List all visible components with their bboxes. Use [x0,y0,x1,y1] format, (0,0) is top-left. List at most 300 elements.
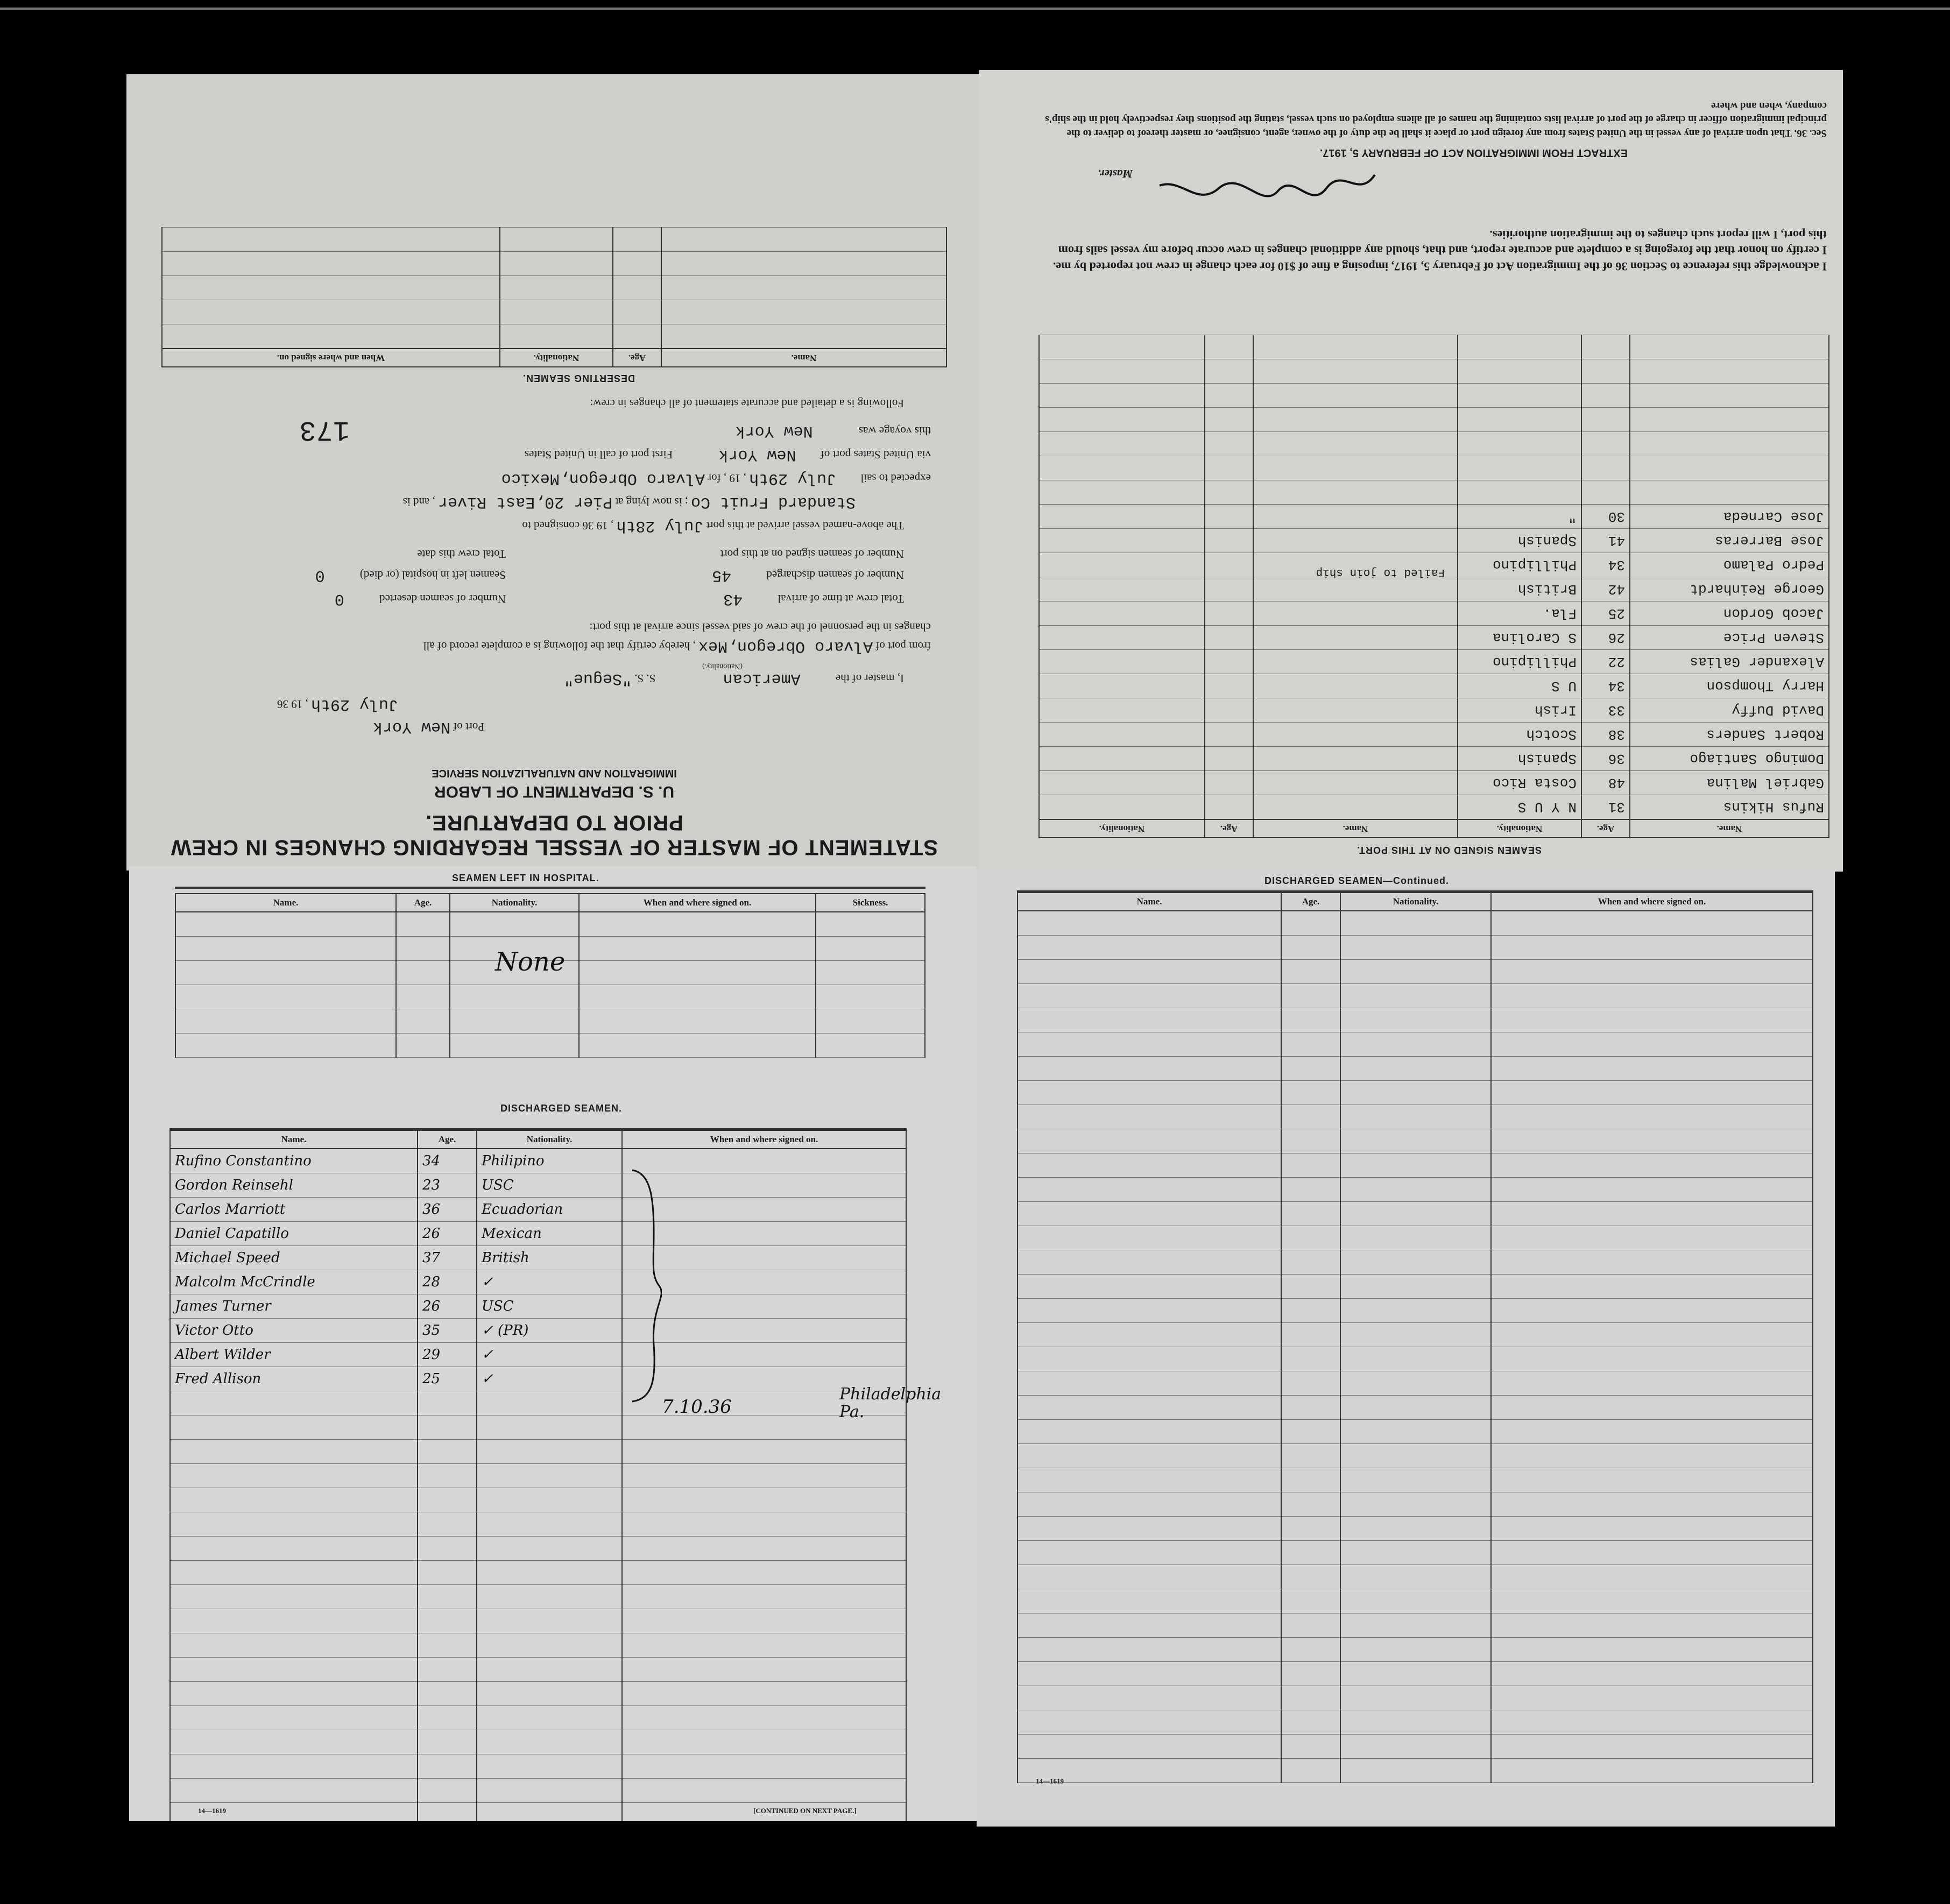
col-nationality: Nationality. [500,349,613,367]
table-row [1018,1153,1813,1178]
table-cell [1205,601,1253,626]
table-cell [1039,505,1205,529]
table-cell [477,1682,622,1706]
table-cell [1340,911,1491,936]
table-row [1018,1662,1813,1686]
table-cell [1018,1299,1281,1323]
table-cell [1281,1202,1340,1226]
table-cell [477,1440,622,1464]
table-cell [1281,1541,1340,1565]
table-cell [1491,1178,1813,1202]
table-cell [418,1537,477,1561]
table-cell [1491,1420,1813,1444]
table-cell [1281,1662,1340,1686]
table-cell [1039,723,1205,747]
statement-title-line2: PRIOR TO DEPARTURE. [425,811,683,834]
deserting-title: DESERTING SEAMEN. [522,373,635,384]
lying-label: ; is now lying at [615,496,688,508]
table-cell [1205,674,1253,698]
table-row [1018,1565,1813,1589]
table-cell [1630,359,1829,384]
table-row [1039,698,1829,723]
year-suffix: , 19 36 [277,698,308,711]
discharged-cont-panel [977,869,1835,1827]
table-cell [1039,553,1205,577]
table-row [170,1706,906,1730]
table-cell: Phillipino [1458,650,1581,674]
arrived-value: July 28th [616,516,704,535]
via-value: New York [718,445,796,464]
table-row [170,1633,906,1658]
table-cell [170,1706,418,1730]
table-row [1039,480,1829,505]
table-cell [1630,384,1829,408]
table-cell [1253,505,1458,529]
table-cell: 26 [418,1222,477,1246]
table-cell [162,300,500,324]
table-cell [170,1682,418,1706]
table-cell [477,1512,622,1537]
consigned-label: , 19 36 consigned to [522,519,614,532]
table-cell [1253,432,1458,456]
table-row [170,1512,906,1537]
table-cell: 34 [418,1149,477,1173]
table-cell: Mexican [477,1222,622,1246]
table-cell [1491,1686,1813,1710]
master-signature [1154,154,1380,204]
crew-arrival-label: Total crew at time of arrival [778,592,904,605]
table-cell [1039,747,1205,771]
table-cell [1205,771,1253,795]
table-row [1018,1735,1813,1759]
table-cell [1340,984,1491,1008]
table-cell [418,1464,477,1488]
table-cell: Alexander Galias [1630,650,1829,674]
hospital-note: None [495,947,566,977]
table-row [170,1585,906,1609]
table-cell: 23 [418,1173,477,1198]
table-cell [1491,960,1813,984]
table-cell [1491,1517,1813,1541]
table-cell [1340,936,1491,960]
table-cell [661,228,946,252]
table-cell [613,300,661,324]
table-cell: Domingo Santiago [1630,747,1829,771]
table-cell [622,1343,906,1367]
date-value: July 29th [310,695,398,713]
table-cell [418,1391,477,1415]
table-cell [661,324,946,349]
table-cell [1018,1008,1281,1032]
table-cell [613,324,661,349]
table-cell [1039,384,1205,408]
table-cell [1491,984,1813,1008]
form-number: 14—1619 [198,1807,226,1815]
table-row [170,1319,906,1343]
table-cell: Robert Sanders [1630,723,1829,747]
table-cell [1581,480,1630,505]
table-cell [1281,1129,1340,1153]
table-cell: British [1458,577,1581,601]
table-cell [622,1706,906,1730]
table-cell [1581,456,1630,480]
table-row [1039,335,1829,359]
table-cell [622,1754,906,1779]
table-cell [1253,771,1458,795]
table-cell [170,1658,418,1682]
table-cell [170,1415,418,1440]
table-cell: USC [477,1173,622,1198]
certify-text-2: changes in the personnel of the crew of said vessel since arrival at this port: [589,621,931,634]
table-row [1018,936,1813,960]
table-cell [1018,911,1281,936]
table-cell [1018,1105,1281,1129]
table-cell: 25 [418,1367,477,1391]
table-cell [1491,1662,1813,1686]
table-cell: Gabriel Malina [1630,771,1829,795]
table-row [170,1440,906,1464]
table-cell [1281,1032,1340,1057]
col-name: Name. [1630,819,1829,838]
table-row [175,1034,925,1058]
table-cell [1253,359,1458,384]
table-row [1018,1468,1813,1492]
table-cell [1205,432,1253,456]
table-cell [1039,601,1205,626]
table-cell [661,276,946,300]
table-cell [1340,1420,1491,1444]
table-cell [162,252,500,276]
table-cell [1630,456,1829,480]
table-row [175,1009,925,1034]
table-cell [500,252,613,276]
table-cell [1018,1347,1281,1371]
discharged-cont-title: DISCHARGED SEAMEN—Continued. [1264,875,1449,886]
table-cell [1253,626,1458,650]
hospital-value: 0 [315,566,325,584]
table-cell [175,985,396,1009]
table-cell [1039,698,1205,723]
table-cell: 37 [418,1246,477,1270]
table-cell [1205,335,1253,359]
table-cell [1491,1081,1813,1105]
table-cell [1281,1686,1340,1710]
table-row [1018,1759,1813,1783]
table-cell [622,1319,906,1343]
table-cell [1340,1468,1491,1492]
table-cell [1018,1178,1281,1202]
table-row [1018,1202,1813,1226]
table-cell [1018,936,1281,960]
table-cell [477,1561,622,1585]
table-cell [162,228,500,252]
table-cell [1018,1202,1281,1226]
table-cell [1281,1250,1340,1275]
table-cell [1281,1420,1340,1444]
col-sickness: Sickness. [816,894,925,912]
table-cell [1018,960,1281,984]
table-row [170,1415,906,1440]
table-cell: 29 [418,1343,477,1367]
from-port-label: from port of [875,640,931,653]
table-cell [1281,1492,1340,1517]
table-cell [622,1682,906,1706]
following-text: Following is a detailed and accurate statement of all changes in crew: [590,397,904,410]
table-cell: James Turner [170,1294,418,1319]
table-cell [1205,553,1253,577]
table-cell [418,1706,477,1730]
table-cell: Fred Allison [170,1367,418,1391]
signed-on-title: SEAMEN SIGNED ON AT THIS PORT. [1356,845,1542,855]
col-age: Age. [396,894,450,912]
table-row [1018,960,1813,984]
table-cell [1491,1202,1813,1226]
table-row [1018,984,1813,1008]
table-cell: U S [1458,674,1581,698]
table-row [1039,795,1829,820]
and-is: , and is [402,496,435,508]
table-row [170,1464,906,1488]
table-cell [477,1537,622,1561]
table-cell [170,1440,418,1464]
table-cell: Pedro Palamo [1630,553,1829,577]
table-cell [418,1609,477,1633]
table-cell [1340,1638,1491,1662]
table-cell [1491,1105,1813,1129]
extract-text: Sec. 36. That upon arrival of any vessel in the United States from any foreign port or place it shall be the duty of the owner, agent, consignee, or master thereof to deliver to the principal immigration officer in charge of the port of arrival lists containing the names of all aliens employed on such vessel, stating the positions they respectively hold in the ship's company, when and where [1045,100,1827,139]
table-row [170,1730,906,1754]
table-row [162,324,946,349]
lying-value: Pier 20,East River [438,493,613,511]
table-cell [1340,1517,1491,1541]
table-cell [1253,698,1458,723]
table-cell [622,1658,906,1682]
table-cell [1340,960,1491,984]
table-cell [1630,408,1829,432]
table-row [1018,1008,1813,1032]
table-cell: 34 [1581,674,1630,698]
table-cell [1253,577,1458,601]
table-row [1018,1517,1813,1541]
table-row [170,1367,906,1391]
table-cell [418,1440,477,1464]
table-cell [1018,1589,1281,1613]
vessel-name: "Segue" [563,669,632,688]
table-cell [613,276,661,300]
table-cell [1039,432,1205,456]
table-cell [622,1198,906,1222]
table-cell [1253,601,1458,626]
table-row [1018,1589,1813,1613]
table-cell [1581,432,1630,456]
table-cell [1205,384,1253,408]
table-cell [1018,1226,1281,1250]
for-value: Alvaro Obregon,Mexico [501,469,705,487]
table-cell [1018,984,1281,1008]
table-row [1039,432,1829,456]
table-cell [622,1585,906,1609]
table-cell [1340,1226,1491,1250]
table-cell [1340,1153,1491,1178]
table-cell [1491,1057,1813,1081]
col-age: Age. [1281,893,1340,911]
table-cell [1281,1299,1340,1323]
col-signed-on: When and where signed on. [579,894,816,912]
table-cell [622,1609,906,1633]
table-cell [622,1222,906,1246]
from-port-value: Alvaro Obregon,Mex [698,637,873,655]
table-cell: Gordon Reinsehl [170,1173,418,1198]
table-cell [1491,1541,1813,1565]
table-cell [622,1440,906,1464]
table-row [1018,1492,1813,1517]
table-cell [1253,456,1458,480]
table-cell [1340,1032,1491,1057]
table-row [1039,384,1829,408]
table-row [1018,1347,1813,1371]
table-cell [622,1561,906,1585]
table-cell [579,912,816,937]
table-cell [1491,1492,1813,1517]
table-cell [1340,1081,1491,1105]
table-cell [162,276,500,300]
table-cell: Irish [1458,698,1581,723]
signed-on-remark: Failed to join ship [1316,566,1445,578]
table-cell [579,1009,816,1034]
table-row [175,985,925,1009]
table-cell [1281,1468,1340,1492]
table-cell [622,1779,906,1803]
table-cell: Rufus Hikins [1630,795,1829,820]
table-cell [1581,408,1630,432]
consignee: Standard Fruit Co [690,493,856,511]
table-cell [1281,936,1340,960]
table-cell [661,300,946,324]
table-row [170,1270,906,1294]
table-row [170,1246,906,1270]
table-cell: Spanish [1458,747,1581,771]
table-cell [1281,1323,1340,1347]
signature-scribble [1154,161,1380,204]
table-cell [1491,1565,1813,1589]
table-cell [175,912,396,937]
table-cell [1340,1565,1491,1589]
table-cell [418,1682,477,1706]
table-cell [396,961,450,985]
table-row [1018,1081,1813,1105]
table-cell: ✓ [477,1270,622,1294]
table-cell [1018,1444,1281,1468]
table-row [1039,747,1829,771]
table-cell [1340,1710,1491,1735]
table-cell [1205,698,1253,723]
table-cell [1491,1444,1813,1468]
table-cell [661,252,946,276]
table-cell [170,1391,418,1415]
col-age-2: Age. [1205,819,1253,838]
table-cell [477,1706,622,1730]
table-cell [613,228,661,252]
table-cell: 33 [1581,698,1630,723]
table-cell [1253,650,1458,674]
consignee-line [403,493,931,511]
table-cell [816,1009,925,1034]
col-name: Name. [170,1130,418,1149]
table-cell [1018,1662,1281,1686]
col-nationality: Nationality. [450,894,579,912]
table-cell [418,1730,477,1754]
table-cell [1491,1275,1813,1299]
table-cell [450,912,579,937]
nationality-value: American [723,669,801,688]
table-cell [816,937,925,961]
table-cell [170,1561,418,1585]
expected-line [501,469,931,487]
table-cell [1281,1759,1340,1783]
for-label: , 19 , for [708,472,746,485]
total-crew-label: Total crew this date [417,548,506,561]
table-cell [622,1173,906,1198]
col-signed-on: When and where signed on. [162,349,500,367]
table-cell: 34 [1581,553,1630,577]
via-label: via United States port of [820,448,931,461]
table-row [1039,456,1829,480]
table-cell [1018,1686,1281,1710]
from-port-line [423,637,931,655]
table-cell [1039,529,1205,553]
table-cell [1281,1638,1340,1662]
table-cell [170,1609,418,1633]
table-cell: ✓ [477,1367,622,1391]
table-cell [396,985,450,1009]
table-cell [1253,747,1458,771]
table-cell [622,1149,906,1173]
table-row [170,1294,906,1319]
table-cell [1491,1735,1813,1759]
table-cell: 48 [1581,771,1630,795]
acknowledge-text: I acknowledge this reference to Section 36 of the Immigration Act of February 5, 1917, imposing a fine of $10 for each change in crew not reported by me. I certify on honor that the foregoing is a complete and accurate report, and that, should any additional changes in crew occur before my vessel sails from this port, I will report such changes to the immigration authorities. [1052,228,1827,273]
table-row [1018,911,1813,936]
table-cell [1205,577,1253,601]
table-cell: 26 [1581,626,1630,650]
table-cell [418,1585,477,1609]
table-row [1039,626,1829,650]
table-cell [1018,1565,1281,1589]
table-row [1018,1226,1813,1250]
table-cell [1581,335,1630,359]
table-cell [1205,529,1253,553]
table-cell [1340,1759,1491,1783]
table-cell [477,1779,622,1803]
table-cell [1018,1638,1281,1662]
table-row [1018,1129,1813,1153]
table-row [1018,1032,1813,1057]
signed-on-rotated-content [979,70,1843,872]
signed-on-table [1038,335,1829,838]
deserting-table [161,227,947,367]
col-age: Age. [613,349,661,367]
table-cell [622,1730,906,1754]
statement-title-line1: STATEMENT OF MASTER OF VESSEL REGARDING CHANGES IN CREW [170,836,938,859]
table-cell: Daniel Capatillo [170,1222,418,1246]
table-row [170,1488,906,1512]
table-row [1039,674,1829,698]
voyage-line [736,422,931,440]
table-row [1018,1541,1813,1565]
table-cell: 31 [1581,795,1630,820]
table-row [170,1198,906,1222]
table-cell: 36 [418,1198,477,1222]
